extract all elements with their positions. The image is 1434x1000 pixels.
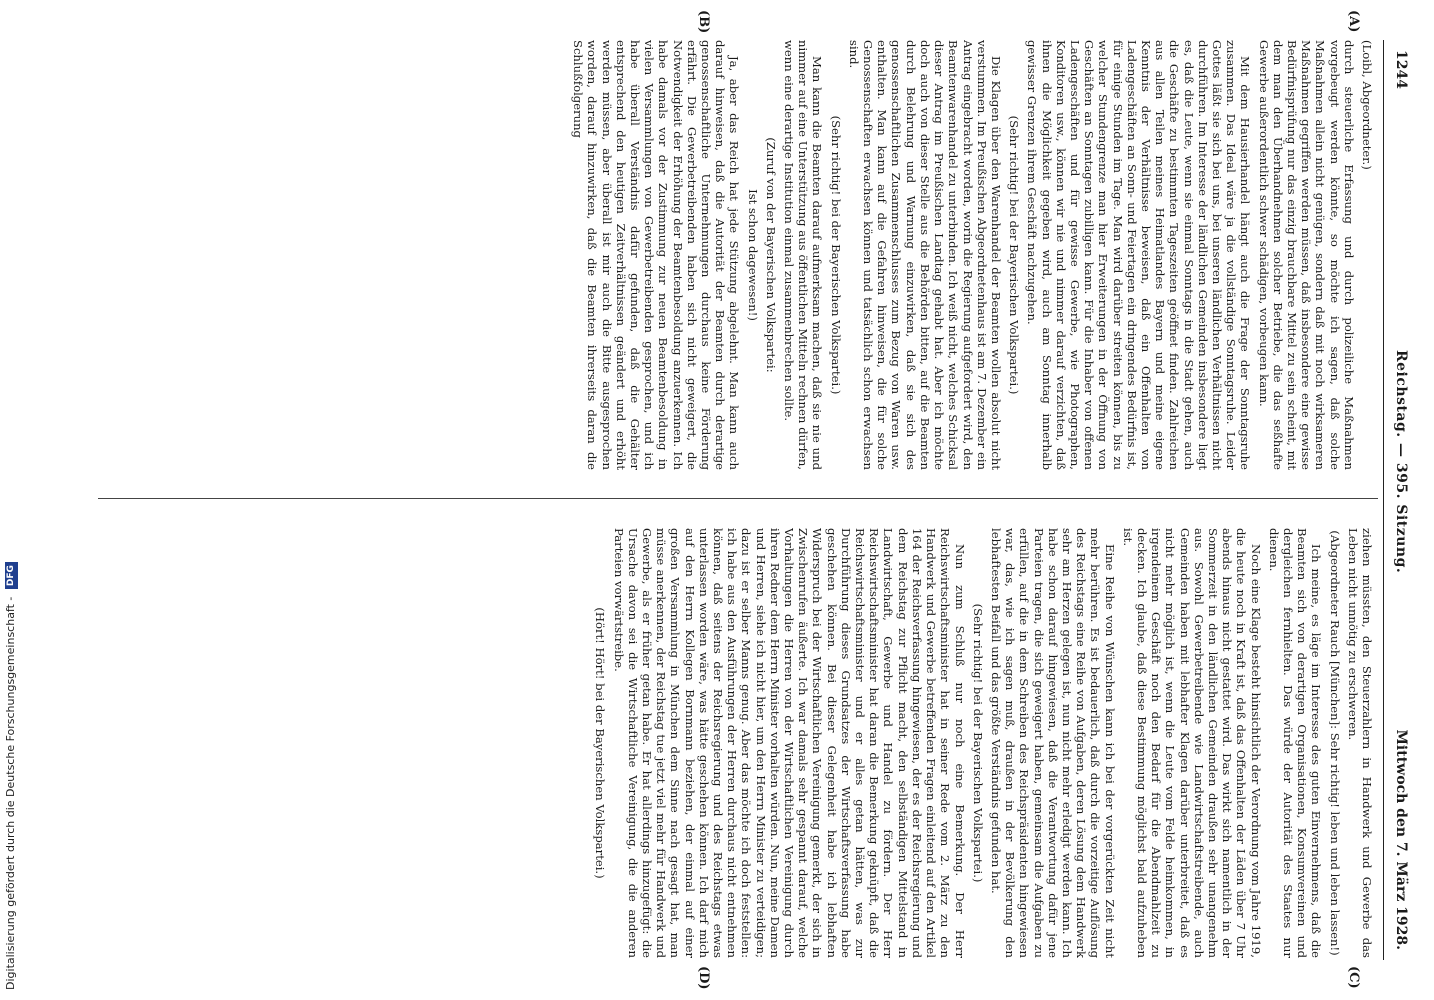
paragraph: Nun zum Schluß nur noch eine Bemerkung. Der Herr Reichswirtschaftsminister hat in seiner Rede vom 2. März zu den Handwerk und Gewerbe betreffenden Fragen einleitend auf den Artikel 164 der Reichsverfassung hingewiesen, der es der Reichsregierung und dem Reichstag zur Pflicht macht, den selbständigen Mittelstand in Landwirtschaft, Gewerbe und Handel zu fördern. Der Herr Reichswirtschaftsminister hat daran die Bemerkung geknüpft, daß die Reichswirtschaftsminister und er alles getan hätten, was zur Durchführung dieses Grundsatzes der Wirtschaftsverfassung habe geschehen können. Bei dieser Gelegenheit habe ich lebhaften Widerspruch bei der Wirtschaftlichen Vereinigung gemerkt, der sich in Zwischenrufen äußerte. Ich war damals sehr gespannt darauf, welche Vorhaltungen die Herren von der Wirtschaftlichen Vereinigung durch ihren Redner dem Herrn Minister vorhalten würden. Nun, meine Damen und Herren, siehe ich nicht hier, um den Herrn Minister zu verteidigen; dazu ist er selber Manns genug. Aber das möchte ich doch feststellen: ich habe aus den Ausführungen der Herren durchaus nicht entnehmen können, daß seitens der Reichsregierung und des Reichstags etwas unterlassen worden wäre, was hätte geschehen können. Ich darf mich auf den Herrn Kollegen Bornmann beziehen, der einmal auf einer großen Versammlung in München dem Sinne nach gesagt hat, man müsse anerkennen, der Reichstag tue jetzt viel mehr für Handwerk und Gewerbe, als er früher getan habe. Er hat allerdings hinzugefügt: die Ursache davon sei die Wirtschaftliche Vereinigung, die die anderen Parteien vorwärtstreibe. bbox=[611, 528, 967, 958]
right-text-column bbox=[94, 528, 1374, 958]
margin-mark-a: (A) bbox=[1346, 10, 1361, 33]
paragraph: Noch eine Klage besteht hinsichtlich der Verordnung vom Jahre 1919, die heute noch in Kraft ist, daß das Offenhalten der Läden über 7 Uhr abends hinaus nicht gestattet wird. Das wirkt sich namentlich in der Sommerzeit in den ländlichen Gemeinden draußen sehr unangenehm aus. Sowohl Gewerbetreibende wie Landwirtschaftstreibende, auch Gemeinden haben mit lebhafter Klagen darüber unterbreitet, daß es nicht mehr möglich ist, wenn die Leute vom Felde heimkommen, in irgendeinem Geschäft noch den Bedarf für die Abendmahlzeit zu decken. Ich glaube, daß diese Bestimmung möglichst bald aufzuheben ist. bbox=[1120, 528, 1263, 958]
paragraph: Mit dem Hausierhandel hängt auch die Frage der Sonntagsruhe zusammen. Das Ideal wäre ja die vollständige Sonntagsruhe. Leider Gottes läßt sie sich bei uns, bei unseren ländlichen Verhältnissen nicht durchführen. Im Interesse der ländlichen Gemeinden insbesondere liegt es, daß die Leute, wenn sie einmal Sonntags in die Stadt gehen, auch die Geschäfte zu bestimmten Tageszeiten geöffnet finden. Zahlreichen aus allen Teilen meines Heimatlandes Bayern und meine eigene Kenntnis der Verhältnisse beweisen, daß ein Offenhalten von Ladengeschäften an Sonn- und Feiertagen ein dringendes Bedürfnis ist, für einige Stunden im Tage. Man wird darüber streiten können, bis zu welcher Stundengrenze man hier Erweiterungen in der Öffnung von Geschäften an Sonntagen zubilligen kann. Für die Inhaber von offenen Ladengeschäften und für gewisse Gewerbe, wie Photographen, Konditoren usw., können wir nie und nimmer darauf verzichten, daß ihnen die Möglichkeit gegeben wird, auch am Sonntag innerhalb gewisser Grenzen ihrem Geschäft nachzugehen. bbox=[1025, 40, 1253, 470]
paragraph: (Abgeordneter Rauch [München]: Sehr richtig! leben und leben lassen!) bbox=[1327, 530, 1342, 956]
paragraph: (Sehr richtig! bei der Bayerischen Volkspartei.) bbox=[1007, 115, 1022, 395]
paragraph: Die Klagen über den Warenhandel der Beamten wollen absolut nicht verstummen. Im Preußischen Abgeordnetenhaus ist am 7. Dezember ein Antrag eingebracht worden, worin die Regierung aufgefordert wird, den Beamtenwarenhandel zu unterbinden. Ich weiß nicht, welches Schicksal dieser Antrag im Preußischen Landtag gehabt hat. Aber ich möchte doch auch von dieser Stelle aus die Behörden bitten, auf die Beamten durch Belehrung und Warnung einzuwirken, daß sie sich des genossenschaftlichen Zusammenschlusses zum Bezug von Waren usw. enthalten. Man kann auf die Gefahren hinweisen, die für solche Genossenschaften erwachsen können und tatsächlich schon erwachsen sind. bbox=[846, 40, 1003, 470]
paragraph: Ich meine, es läge im Interesse des guten Einvernehmens, daß die Beamten sich von derartigen Organisationen, Konsumvereinen und dergleichen fernhielten. Das würde der Autorität des Staates nur dienen. bbox=[1266, 528, 1324, 958]
session-date: Mittwoch den 7. März 1928. bbox=[1393, 729, 1409, 950]
paragraph: (Zuruf von der Bayerischen Volkspartei: bbox=[763, 137, 778, 373]
paragraph: Ist schon dagewesen!) bbox=[745, 189, 760, 321]
left-text-column bbox=[94, 40, 1374, 470]
margin-mark-b: (B) bbox=[696, 10, 711, 34]
header-rule bbox=[1383, 40, 1384, 960]
document-page bbox=[60, 0, 1430, 1000]
dfg-logo-icon: DFG bbox=[5, 562, 18, 589]
margin-mark-c: (C) bbox=[1346, 966, 1361, 989]
paragraph: durch steuerliche Erfassung und durch polizeiliche Maßnahmen vorgebeugt werden könnte, so möchte ich sagen, daß solche Maßnahmen allein nicht genügen, sondern daß mit noch wirksameren Maßnahmen gegriffen werden müssen, daß insbesondere eine gewisse Bedürfnisprüfung nur das einzig brauchbare Mittel zu sein scheint, mit dem man den Überhandnehmen solcher Betriebe, die das seßhafte Gewerbe außerordentlich schwer schädigen, vorbeugen kann. bbox=[1256, 40, 1356, 470]
paragraph: (Hört! Hört! bei der Bayerischen Volkspartei.) bbox=[593, 607, 608, 879]
paragraph: Eine Reihe von Wünschen kann ich bei der vorgerückten Zeit nicht mehr berühren. Es ist bedauerlich, daß durch die vorzeitige Auflösung des Reichstags eine Reihe von Aufgaben, deren Lösung dem Handwerk sehr am Herzen gelegen ist, nun nicht mehr erledigt werden kann. Ich habe schon darauf hingewiesen, daß die Verantwortung dafür jene Parteien tragen, die sich geweigert haben, gemeinsam die Aufgaben zu erfüllen, auf die in dem Schreiben des Reichspräsidenten hingewiesen war, das, wie ich sagen muß, draußen in der Bevölkerung den lebhaftesten Beifall und das größte Verständnis gefunden hat. bbox=[988, 528, 1117, 958]
digitization-credit bbox=[4, 0, 20, 990]
paragraph: (Sehr richtig! bei der Bayerischen Volkspartei.) bbox=[828, 115, 843, 395]
paragraph: Ja, aber das Reich hat jede Stützung abgelehnt. Man kann auch darauf hinweisen, daß die Autorität der Beamten durch derartige genossenschaftliche Unternehmungen durchaus keine Förderung erfährt. Die Gewerbetreibenden haben sich nicht geweigert, die Notwendigkeit der Erhöhung der Beamtenbesoldung anzuerkennen. Ich habe damals vor der Zustimmung zur neuen Beamtenbesoldung in vielen Versammlungen von Gewerbetreibenden gesprochen, und ich habe überall Verständnis dafür gefunden, daß die Gehälter entsprechend den heutigen Zeitverhältnissen geändert und erhöht werden müssen, aber überall ist mir auch die Bitte ausgesprochen worden, darauf hinzuwirken, daß die Beamten ihrerseits daran die Schlußfolgerung bbox=[571, 40, 742, 470]
paragraph: (Sehr richtig! bei der Bayerischen Volkspartei.) bbox=[970, 603, 985, 883]
paragraph: ziehen müssten, den Steuerzahlern in Handwerk und Gewerbe das Leben nicht unnötig zu erschweren. bbox=[1345, 528, 1374, 958]
page-number: 1244 bbox=[1393, 50, 1409, 89]
column-divider bbox=[98, 498, 1378, 499]
credit-text: Digitalisierung gefördert durch die Deutsche Forschungsgemeinschaft - bbox=[4, 596, 17, 990]
paragraph: (Loibl, Abgeordneter.) bbox=[1360, 40, 1374, 170]
page-header bbox=[1386, 40, 1408, 960]
margin-mark-d: (D) bbox=[696, 966, 711, 990]
page-title: Reichstag. — 395. Sitzung. bbox=[1393, 350, 1409, 574]
paragraph: Man kann die Beamten darauf aufmerksam machen, daß sie nie und nimmer auf eine Unterstützung aus öffentlichen Mitteln rechnen dürfen, wenn eine derartige Institution einmal zusammenbrechen sollte. bbox=[782, 40, 825, 470]
